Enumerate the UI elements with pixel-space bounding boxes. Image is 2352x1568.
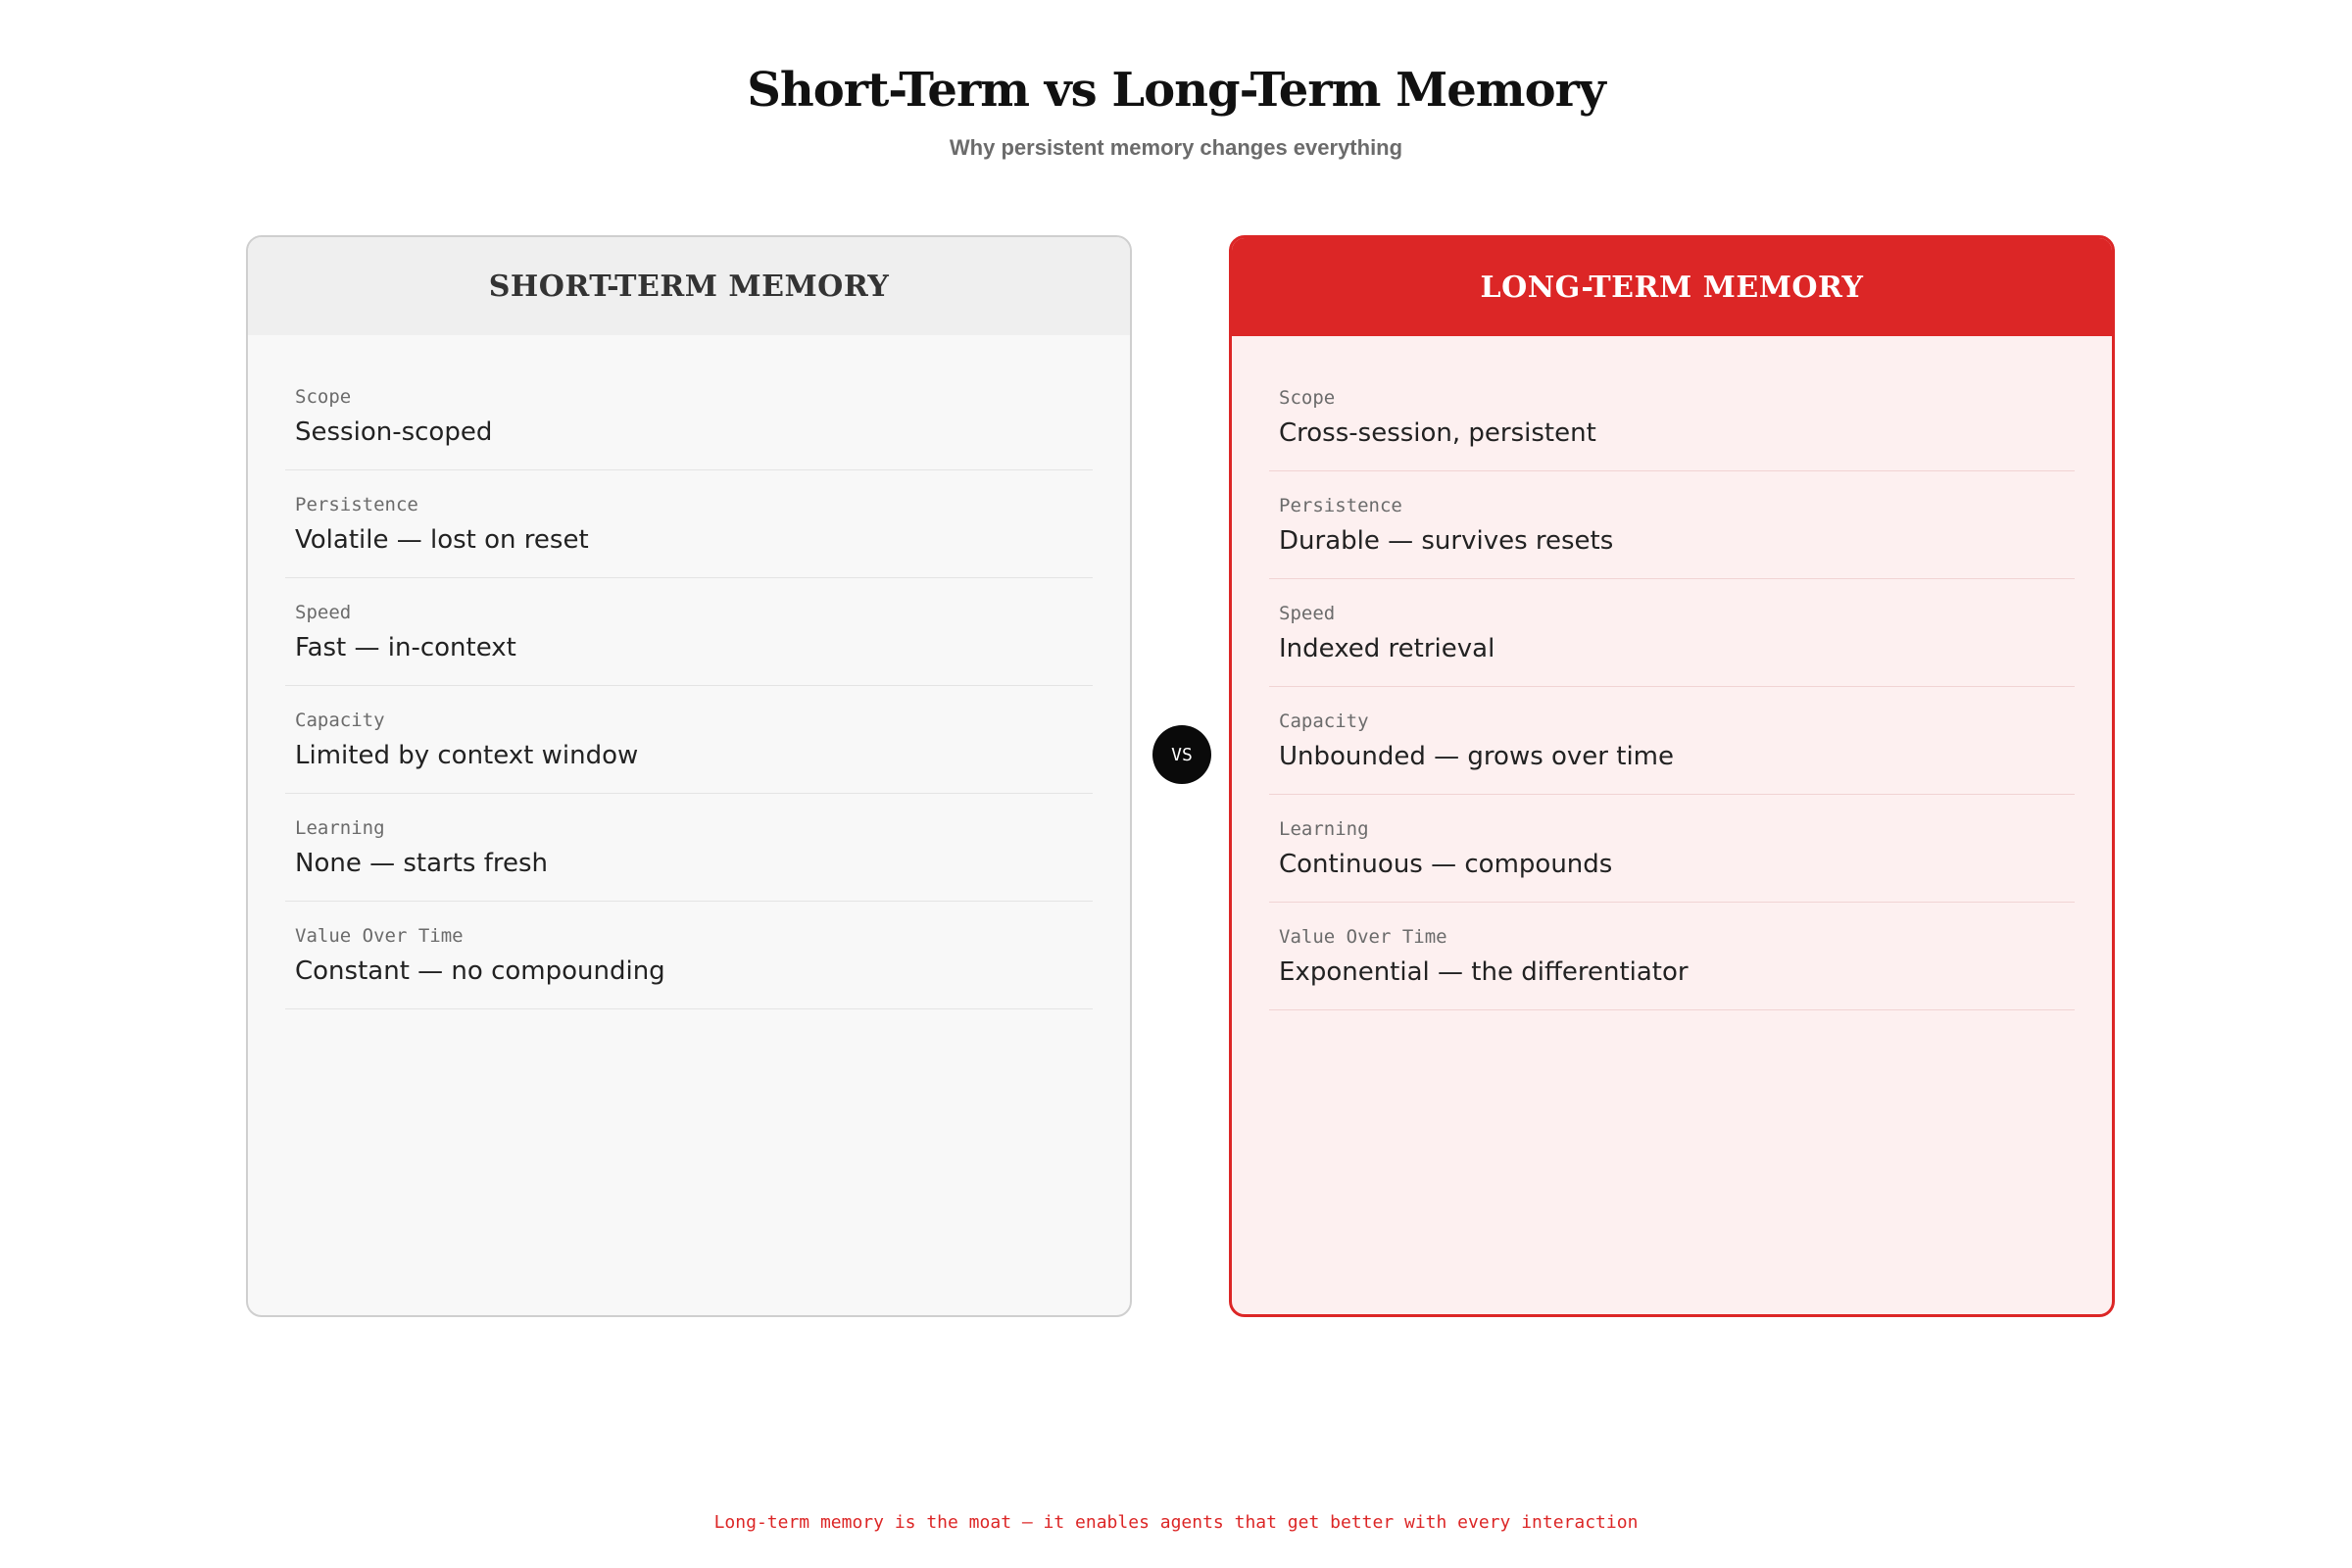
row-value: Continuous — compounds bbox=[1279, 850, 1613, 879]
short-term-rows bbox=[248, 335, 1130, 1009]
row-label: Speed bbox=[295, 602, 352, 623]
long-term-card bbox=[1229, 235, 2115, 1317]
row-value: Cross-session, persistent bbox=[1279, 418, 1596, 448]
long-term-row-scope bbox=[1269, 364, 2075, 471]
short-term-card bbox=[246, 235, 1132, 1317]
row-label: Learning bbox=[1279, 818, 1369, 840]
row-label: Learning bbox=[295, 817, 385, 839]
row-value: Limited by context window bbox=[295, 741, 639, 770]
row-value: Durable — survives resets bbox=[1279, 526, 1614, 556]
row-value: Session-scoped bbox=[295, 417, 493, 447]
short-term-row-speed bbox=[285, 578, 1093, 686]
row-label: Scope bbox=[295, 386, 352, 408]
row-label: Value Over Time bbox=[295, 925, 464, 947]
row-value: Exponential — the differentiator bbox=[1279, 957, 1689, 987]
row-value: Fast — in-context bbox=[295, 633, 516, 662]
short-term-row-persistence bbox=[285, 470, 1093, 578]
page-title: Short-Term vs Long-Term Memory bbox=[747, 63, 1605, 118]
row-value: Indexed retrieval bbox=[1279, 634, 1495, 663]
long-term-row-learning bbox=[1269, 795, 2075, 903]
row-label: Speed bbox=[1279, 603, 1336, 624]
row-label: Scope bbox=[1279, 387, 1336, 409]
page-header bbox=[0, 55, 2352, 163]
short-term-heading: SHORT-TERM MEMORY bbox=[248, 237, 1130, 335]
page-subtitle: Why persistent memory changes everything bbox=[949, 135, 1403, 160]
long-term-row-speed bbox=[1269, 579, 2075, 687]
long-term-row-persistence bbox=[1269, 471, 2075, 579]
row-value: Unbounded — grows over time bbox=[1279, 742, 1674, 771]
row-value: Constant — no compounding bbox=[295, 956, 665, 986]
long-term-row-capacity bbox=[1269, 687, 2075, 795]
short-term-row-value-over-time bbox=[285, 902, 1093, 1009]
row-value: Volatile — lost on reset bbox=[295, 525, 589, 555]
row-label: Capacity bbox=[1279, 710, 1369, 732]
long-term-rows bbox=[1232, 336, 2112, 1010]
vs-badge: VS bbox=[1152, 725, 1211, 784]
short-term-row-scope bbox=[285, 363, 1093, 470]
long-term-row-value-over-time bbox=[1269, 903, 2075, 1010]
short-term-row-learning bbox=[285, 794, 1093, 902]
row-label: Persistence bbox=[1279, 495, 1402, 516]
long-term-heading: LONG-TERM MEMORY bbox=[1232, 238, 2112, 336]
footer-caption: Long-term memory is the moat — it enables agents that get better with every interaction bbox=[713, 1512, 1639, 1533]
row-label: Value Over Time bbox=[1279, 926, 1447, 948]
row-label: Capacity bbox=[295, 710, 385, 731]
row-value: None — starts fresh bbox=[295, 849, 549, 878]
short-term-row-capacity bbox=[285, 686, 1093, 794]
row-label: Persistence bbox=[295, 494, 418, 515]
